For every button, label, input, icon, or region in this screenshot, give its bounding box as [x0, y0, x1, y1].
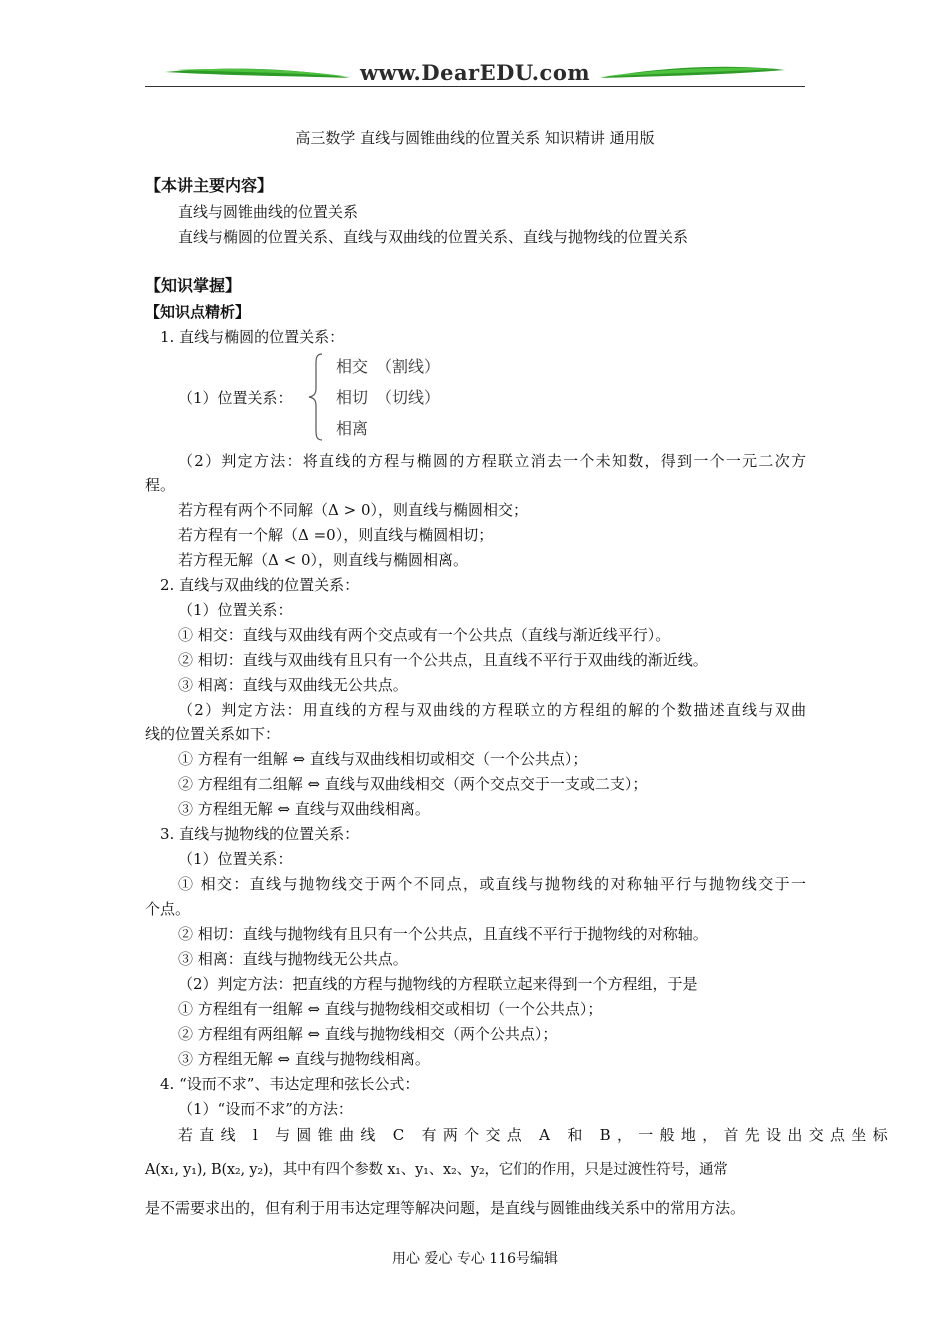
point-2-method-2: ② 方程组有二组解 ⇔ 直线与双曲线相交（两个交点交于一支或二支）；: [178, 775, 648, 793]
point-3-relation-3: ③ 相离：直线与抛物线无公共点。: [178, 950, 408, 968]
header-rule: [145, 86, 805, 87]
point-3-relation-2: ② 相切：直线与抛物线有且只有一个公共点，且直线不平行于抛物线的对称轴。: [178, 925, 708, 943]
section-heading-knowledge: 【知识掌握】: [145, 276, 242, 295]
point-2-method-line-a: （2）判定方法：用直线的方程与双曲线的方程联立的方程组的解的个数描述直线与双曲: [178, 701, 806, 719]
point-2-relation-3: ③ 相离：直线与双曲线无公共点。: [178, 676, 408, 694]
point-1-case-2: 若方程有一个解（Δ =0），则直线与椭圆相切；: [178, 526, 494, 544]
point-2-relation-label: （1）位置关系：: [178, 601, 293, 619]
point-3-method-2: ② 方程组有两组解 ⇔ 直线与抛物线相交（两个公共点）；: [178, 1025, 558, 1043]
point-3-relation-label: （1）位置关系：: [178, 850, 293, 868]
point-2-relation-2: ② 相切：直线与双曲线有且只有一个公共点，且直线不平行于双曲线的渐近线。: [178, 651, 708, 669]
point-4-subtitle: （1）“设而不求”的方法：: [178, 1100, 353, 1118]
point-2-method-line-b: 线的位置关系如下：: [145, 725, 281, 743]
point-3-method: （2）判定方法：把直线的方程与抛物线的方程联立起来得到一个方程组，于是: [178, 975, 698, 993]
left-brace-icon: [306, 352, 326, 442]
point-3-method-3: ③ 方程组无解 ⇔ 直线与抛物线相离。: [178, 1050, 430, 1068]
document-title: 高三数学 直线与圆锥曲线的位置关系 知识精讲 通用版: [295, 129, 655, 147]
point-1-method-line-a: （2）判定方法：将直线的方程与椭圆的方程联立消去一个未知数，得到一个一元二次方: [178, 452, 806, 470]
point-4-title: 4. “设而不求”、韦达定理和弦长公式：: [160, 1075, 420, 1093]
point-4-line-2: A(x₁, y₁), B(x₂, y₂)，其中有四个参数 x₁、y₁、x₂、y₂，它们的作用，只是过渡性符号，通常: [145, 1162, 728, 1178]
content-line-1: 直线与圆锥曲线的位置关系: [178, 203, 359, 221]
point-1-title: 1. 直线与椭圆的位置关系：: [160, 328, 345, 346]
point-2-title: 2. 直线与双曲线的位置关系：: [160, 576, 360, 594]
point-1-case-3: 若方程无解（Δ < 0），则直线与椭圆相离。: [178, 551, 468, 569]
point-3-relation-1a: ① 相交：直线与抛物线交于两个不同点，或直线与抛物线的对称轴平行与抛物线交于一: [178, 875, 806, 893]
point-3-relation-1b: 个点。: [145, 900, 191, 918]
brace-item-separate: 相离: [336, 419, 369, 438]
section-heading-main-content: 【本讲主要内容】: [145, 176, 274, 195]
point-3-title: 3. 直线与抛物线的位置关系：: [160, 825, 360, 843]
brace-item-tangent: 相切 （切线）: [336, 388, 441, 407]
content-line-2: 直线与椭圆的位置关系、直线与双曲线的位置关系、直线与抛物线的位置关系: [178, 228, 689, 246]
point-2-method-1: ① 方程有一组解 ⇔ 直线与双曲线相切或相交（一个公共点）；: [178, 750, 588, 768]
point-1-relation-label: （1）位置关系：: [178, 389, 293, 407]
logo-text: www.DearEDU.com: [359, 60, 591, 85]
point-1-case-1: 若方程有两个不同解（Δ > 0），则直线与椭圆相交；: [178, 501, 528, 519]
page-footer: 用心 爱心 专心 116号编辑: [391, 1251, 559, 1267]
point-4-line-3: 是不需要求出的，但有利于用韦达定理等解决问题，是直线与圆锥曲线关系中的常用方法。: [145, 1199, 746, 1217]
brace-item-intersect: 相交 （割线）: [336, 357, 441, 376]
point-3-method-1: ① 方程组有一组解 ⇔ 直线与抛物线相交或相切（一个公共点）；: [178, 1000, 603, 1018]
relation-brace-group: [298, 352, 498, 442]
point-4-line-1: 若直线 l 与圆锥曲线 C 有两个交点 A 和 B，一般地，首先设出交点坐标: [178, 1126, 894, 1144]
point-1-method-line-b: 程。: [145, 476, 176, 494]
point-2-relation-1: ① 相交：直线与双曲线有两个交点或有一个公共点（直线与渐近线平行）。: [178, 626, 671, 644]
point-2-method-3: ③ 方程组无解 ⇔ 直线与双曲线相离。: [178, 800, 430, 818]
section-subheading-points: 【知识点精析】: [145, 303, 251, 321]
